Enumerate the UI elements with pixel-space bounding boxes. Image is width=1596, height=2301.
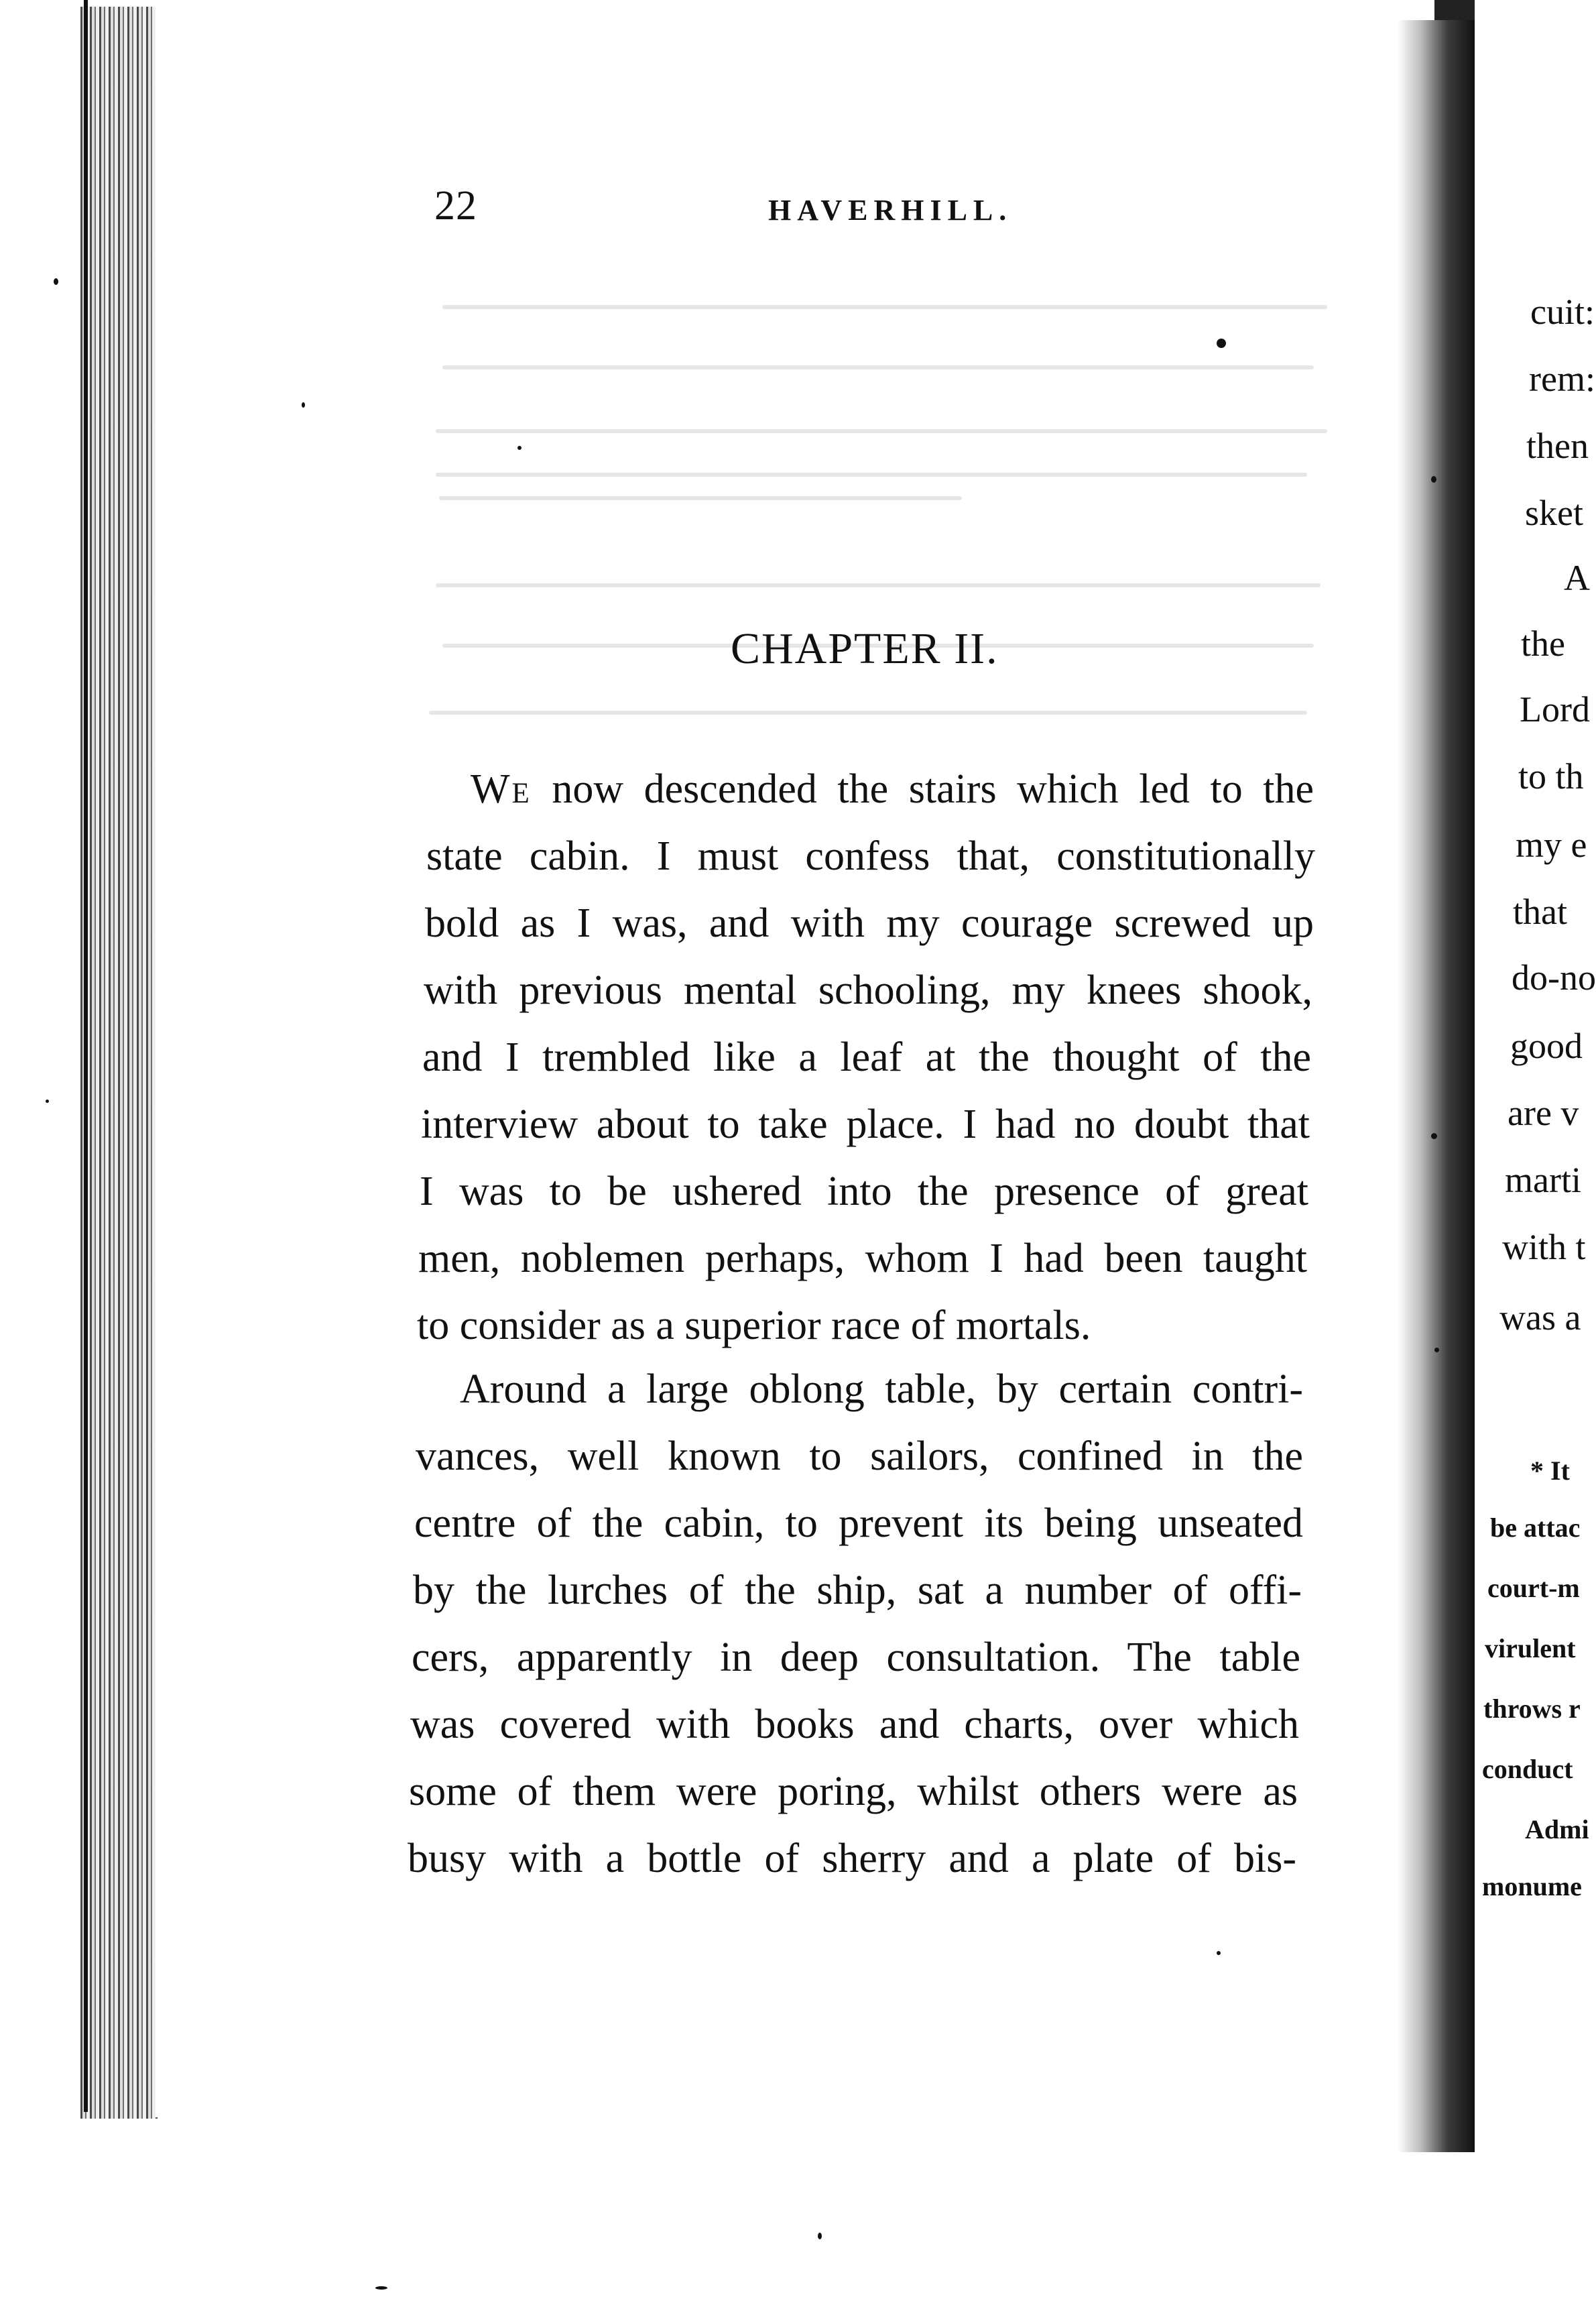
chapter-title: CHAPTER II.	[731, 624, 999, 673]
right-page-line: cuit:	[1530, 292, 1595, 332]
text-line: vances, well known to sailors, confined in the	[416, 1433, 1303, 1479]
right-page-line: marti	[1505, 1160, 1581, 1200]
text-line: interview about to take place. I had no doubt that	[421, 1102, 1310, 1147]
text-line: cers, apparently in deep consultation. The table	[412, 1635, 1300, 1680]
right-page-line: do-no	[1512, 957, 1596, 998]
text-line: with previous mental schooling, my knees shook,	[424, 967, 1312, 1013]
right-page-line: rem:	[1529, 359, 1595, 399]
right-page-line: A	[1564, 558, 1590, 598]
body-text	[408, 0, 1354, 2301]
text-line: was covered with books and charts, over which	[410, 1702, 1299, 1747]
line-text: now descended the stairs which led to the	[531, 766, 1314, 812]
page-edge-shadow	[84, 0, 88, 2112]
text-line: men, noblemen perhaps, whom I had been taught	[418, 1236, 1307, 1281]
right-page-footnote-line: Admi	[1525, 1814, 1589, 1844]
text-line: busy with a bottle of sherry and a plate of bis-	[408, 1836, 1296, 1881]
right-page-line: my e	[1516, 825, 1587, 865]
right-page-line: then	[1526, 426, 1589, 466]
right-page-footnote-line: virulent	[1485, 1633, 1576, 1663]
text-line: state cabin. I must confess that, constitutionally	[426, 833, 1315, 879]
text-line: to consider as a superior race of mortals.	[417, 1303, 1091, 1348]
binding-edge	[1434, 0, 1475, 20]
text-line: Around a large oblong table, by certain contri-	[460, 1366, 1303, 1412]
text-line: and I trembled like a leaf at the thought of the	[422, 1035, 1311, 1080]
running-head: HAVERHILL.	[768, 194, 1013, 227]
text-line: centre of the cabin, to prevent its being unseated	[414, 1500, 1303, 1546]
page-number: 22	[434, 183, 477, 229]
gutter-shadow	[1398, 20, 1475, 2152]
right-page-line: that	[1513, 892, 1567, 932]
right-page-line: with t	[1502, 1227, 1586, 1267]
right-page-line: was a	[1499, 1297, 1581, 1338]
right-page-footnote-line: monume	[1482, 1871, 1582, 1901]
right-page-footnote-line: be attac	[1490, 1513, 1581, 1543]
right-page-line: sket	[1525, 493, 1583, 533]
right-page-footnote-line: * It	[1530, 1456, 1570, 1486]
text-line: I was to be ushered into the presence of great	[420, 1169, 1308, 1214]
text-line	[471, 764, 1314, 814]
drop-cap-word: We	[471, 766, 532, 812]
right-page-fragment	[1482, 0, 1596, 2301]
right-page-line: are v	[1508, 1093, 1579, 1133]
gutter-highlight	[1475, 13, 1491, 2159]
right-page-line: the	[1521, 624, 1565, 664]
right-page-footnote-line: court-m	[1487, 1573, 1580, 1603]
stacked-page-edges	[80, 7, 158, 2119]
right-page-line: Lord	[1520, 689, 1590, 729]
text-line: some of them were poring, whilst others were as	[409, 1769, 1298, 1814]
text-line: bold as I was, and with my courage screwed up	[425, 900, 1314, 946]
right-page-line: to th	[1518, 756, 1584, 796]
text-line: by the lurches of the ship, sat a number of offi-	[413, 1568, 1302, 1613]
right-page-footnote-line: conduct	[1482, 1754, 1573, 1784]
right-page-line: good	[1510, 1026, 1583, 1066]
right-page-footnote-line: throws r	[1483, 1694, 1581, 1724]
